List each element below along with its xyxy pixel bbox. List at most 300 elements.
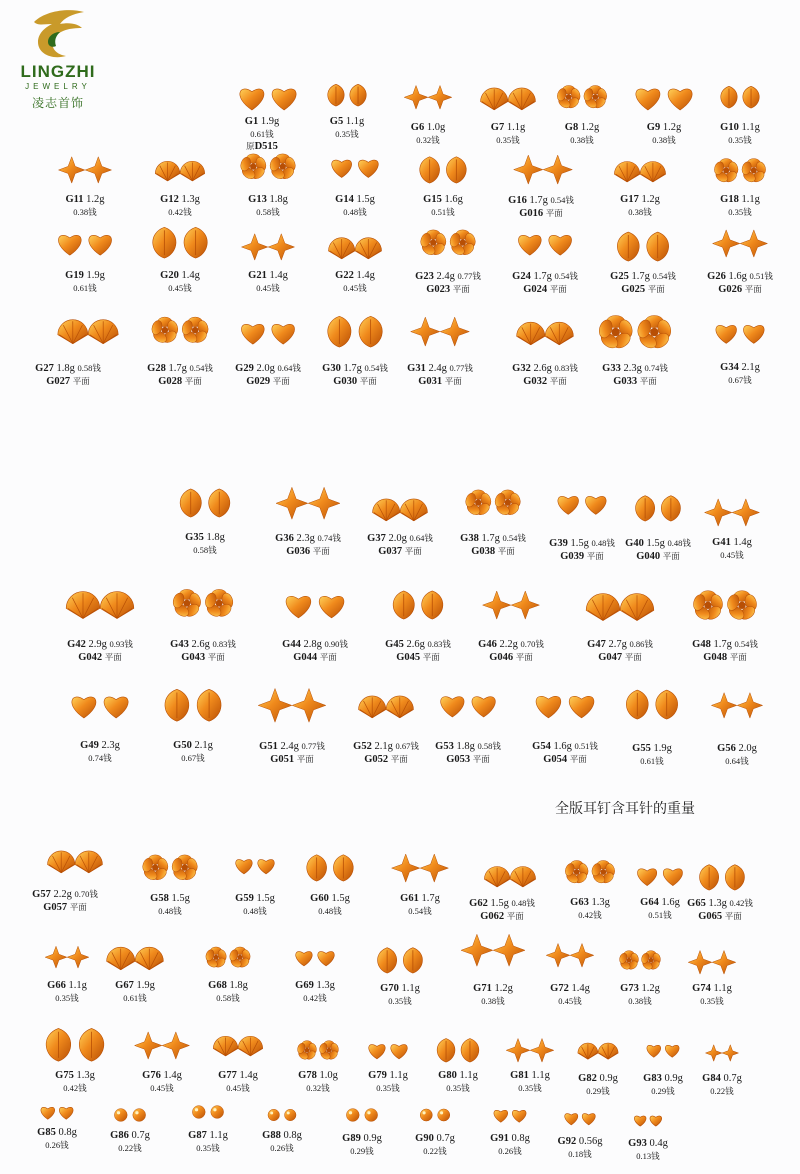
item-code: G88 [262,1130,281,1141]
earring-item [616,947,664,973]
item-code: G18 [720,194,739,205]
item-label [142,1070,182,1094]
earring-pair-icon [632,860,688,891]
earring-pair-icon [323,82,371,108]
alt-suffix: 平面 [390,754,408,764]
earring-item [709,690,765,721]
item-label [67,638,133,664]
item-weight: 2.8g [303,639,322,650]
item-label [262,1130,302,1154]
earring-item [458,931,528,970]
earring-item [432,1036,484,1065]
brand-name: LINGZHI [20,62,96,81]
item-label [587,638,653,664]
item-code: G21 [248,270,267,281]
item-weight: 1.8g [56,363,75,374]
earring-pair-icon [432,1036,484,1065]
item-code: G41 [712,537,731,548]
item-qian: 0.61钱 [640,756,664,766]
item-qian: 0.67钱 [181,753,205,763]
item-label [208,980,248,1004]
earring-item [264,1103,300,1127]
earring-pair-icon [63,583,137,624]
item-label [35,362,101,388]
earring-pair-icon [434,686,502,723]
earring-pair-icon [326,231,384,263]
item-weight: 1.1g [531,1070,550,1081]
alt-code: G053 [446,754,471,765]
item-weight: 1.2g [662,122,682,133]
item-label [295,980,335,1004]
item-label [218,1070,258,1094]
item-code: G16 [508,195,527,206]
item-weight: 2.6g [191,639,210,650]
alt-suffix: 平面 [549,376,567,386]
item-qian: 0.58钱 [77,363,101,373]
item-label [330,116,364,140]
item-code: G19 [65,270,84,281]
earring-pair-icon [478,81,538,114]
item-code: G38 [460,533,479,544]
earring-item [56,154,114,186]
earring-item [686,948,738,977]
item-weight: 1.1g [506,122,526,133]
item-weight: 1.7g [631,271,650,282]
item-code: G93 [628,1138,647,1149]
item-label [235,893,275,917]
alt-suffix: 平面 [207,652,225,662]
item-qian: 0.83钱 [212,639,236,649]
earring-pair-icon [688,585,762,626]
item-qian: 0.29钱 [651,1086,675,1096]
item-code: G82 [578,1073,597,1084]
item-qian: 0.54钱 [554,271,578,281]
earring-item [552,487,612,520]
earring-pair-icon [264,1103,300,1127]
earring-item [593,309,677,355]
item-weight: 1.5g [646,538,665,549]
earring-pair-icon [326,151,384,183]
item-label [692,638,758,664]
item-label [435,740,501,766]
item-weight: 1.6g [661,897,680,908]
earring-item [688,585,762,626]
item-weight: 1.9g [86,270,105,281]
item-qian: 0.48钱 [667,538,691,548]
item-label [110,1130,150,1154]
earring-item [632,860,688,891]
earring-item [291,944,339,970]
earring-pair-icon [147,312,213,348]
item-label [620,194,660,218]
earring-item [37,1100,77,1124]
alt-code: G024 [523,284,548,295]
earring-item [629,78,699,117]
item-code: G55 [632,743,651,754]
item-weight: 1.3g [76,1070,95,1081]
item-code: G72 [550,983,569,994]
item-qian: 0.35钱 [196,1143,220,1153]
item-code: G13 [248,194,267,205]
item-label [512,362,578,388]
earring-item [294,1037,342,1063]
brand-chinese-name: 凌志首饰 [31,96,84,110]
item-weight: 2.4g [280,741,299,752]
item-qian: 0.58钱 [193,545,217,555]
item-qian: 0.54钱 [502,533,526,543]
item-qian: 0.35钱 [376,1083,400,1093]
item-weight: 0.4g [649,1138,668,1149]
item-qian: 0.45钱 [558,996,582,1006]
item-label [720,122,760,146]
item-weight: 2.3g [101,740,120,751]
item-label [720,194,760,218]
item-code: G46 [478,639,497,650]
item-weight: 1.4g [269,270,288,281]
alt-suffix: 平面 [69,902,87,912]
alt-code: G045 [396,652,421,663]
earring-pair-icon [153,155,207,185]
item-label [380,983,420,1007]
alt-code: G032 [523,376,548,387]
phoenix-logo-icon [26,8,86,60]
earring-item [356,689,416,722]
earring-pair-icon [593,309,677,355]
item-qian: 0.38钱 [628,996,652,1006]
earring-item [55,312,121,348]
alt-suffix: 平面 [497,546,515,556]
item-qian: 0.42钱 [729,898,753,908]
item-label [707,270,773,296]
earring-pair-icon [686,948,738,977]
earring-pair-icon [231,852,279,878]
earring-pair-icon [490,1103,530,1127]
alt-suffix: 平面 [647,284,665,294]
item-qian: 0.64钱 [277,363,301,373]
item-label [150,893,190,917]
earring-item [414,154,472,186]
earring-pair-icon [702,496,762,529]
item-qian: 0.77钱 [449,363,473,373]
item-weight: 1.3g [591,897,610,908]
earring-pair-icon [174,486,236,520]
earring-item [416,1103,454,1127]
item-code: G35 [185,532,204,543]
item-label [570,897,610,921]
earring-item [716,84,764,110]
item-qian: 0.70钱 [520,639,544,649]
earring-pair-icon [710,316,770,349]
item-weight: 1.9g [260,116,280,127]
item-qian: 0.67钱 [395,741,419,751]
earring-pair-icon [235,314,301,350]
item-label [160,270,200,294]
earring-pair-icon [233,78,303,117]
item-qian: 0.58钱 [477,741,501,751]
earring-item [158,686,228,725]
item-weight: 0.9g [664,1073,683,1084]
earring-pair-icon [56,154,114,186]
earring-item [147,312,213,348]
item-weight: 1.9g [653,743,672,754]
earring-pair-icon [514,315,576,349]
item-code: G32 [512,363,531,374]
item-code: G8 [564,122,579,133]
item-code: G31 [407,363,426,374]
item-weight: 1.0g [426,122,446,133]
earring-pair-icon [55,312,121,348]
item-weight: 1.1g [459,1070,478,1081]
earring-pair-icon [561,856,619,888]
earring-item [110,1103,150,1127]
item-weight: 1.7g [168,363,187,374]
earring-item [146,224,214,261]
item-code: G28 [147,363,166,374]
item-qian: 0.13钱 [636,1151,660,1161]
item-code: G58 [150,893,169,904]
item-code: G53 [435,741,454,752]
item-qian: 0.26钱 [270,1143,294,1153]
earring-item [620,687,684,722]
item-qian: 0.77钱 [301,741,325,751]
earring-item [710,227,770,260]
item-label [469,897,535,923]
item-label [532,740,598,766]
earring-item [482,860,538,891]
item-weight: 2.9g [88,639,107,650]
item-code: G43 [170,639,189,650]
alt-code: G016 [519,208,544,219]
item-weight: 1.1g [741,194,760,205]
alt-suffix: 平面 [444,376,462,386]
earring-pair-icon [561,1106,599,1130]
item-code: G20 [160,270,179,281]
item-label [687,897,753,923]
item-code: G1 [244,116,259,127]
item-code: G76 [142,1070,161,1081]
item-label [510,1070,550,1094]
item-code: G37 [367,533,386,544]
item-label [282,638,348,664]
earring-item [342,1103,382,1127]
item-qian: 0.48钱 [511,898,535,908]
item-qian: 0.48钱 [343,207,367,217]
item-code: G34 [720,362,739,373]
item-weight: 0.9g [363,1133,382,1144]
item-weight: 1.2g [641,194,660,205]
item-weight: 1.4g [181,270,200,281]
item-weight: 1.6g [444,194,463,205]
item-qian: 0.38钱 [652,135,676,145]
item-qian: 0.74钱 [317,533,341,543]
earring-item [710,154,770,187]
item-code: G75 [55,1070,74,1081]
item-qian: 0.35钱 [496,135,520,145]
earring-item [188,1100,228,1124]
item-weight: 1.8g [269,194,288,205]
item-label [342,1133,382,1157]
item-label [632,743,672,767]
earring-pair-icon [370,492,430,525]
item-qian: 0.70钱 [74,889,98,899]
earring-pair-icon [552,487,612,520]
earring-item [694,862,750,893]
alt-code: G037 [378,546,403,557]
item-qian: 0.38钱 [481,996,505,1006]
item-code: G51 [259,741,278,752]
item-code: G52 [353,741,372,752]
earring-pair-icon [138,850,202,885]
earring-item [168,584,238,623]
earring-item [389,851,451,885]
item-code: G67 [115,980,134,991]
item-code: G45 [385,639,404,650]
item-code: G61 [400,893,419,904]
item-qian: 0.54钱 [408,906,432,916]
item-weight: 1.5g [356,194,375,205]
item-code: G78 [298,1070,317,1081]
item-label [565,122,599,146]
earring-pair-icon [553,81,611,113]
item-label [625,537,691,563]
item-label [473,983,513,1007]
item-weight: 2.0g [256,363,275,374]
item-qian: 0.45钱 [168,283,192,293]
item-code: G40 [625,538,644,549]
item-code: G69 [295,980,314,991]
alt-code: G043 [181,652,206,663]
item-code: G92 [557,1136,577,1147]
alt-suffix: 平面 [545,208,563,218]
item-weight: 1.6g [728,271,747,282]
item-label [37,1127,77,1151]
item-qian: 0.93钱 [109,639,133,649]
item-code: G36 [275,533,294,544]
earring-pair-icon [239,231,297,263]
earring-item [132,1029,192,1062]
alt-code: G042 [78,652,103,663]
item-label [578,1073,618,1097]
earring-item [480,588,542,622]
earring-item [153,155,207,185]
alt-code: G039 [560,551,585,562]
item-label [322,362,388,388]
item-label [411,122,445,146]
item-weight: 1.7g [421,893,440,904]
item-qian: 0.54钱 [364,363,388,373]
item-label [712,537,752,561]
item-qian: 0.22钱 [710,1086,734,1096]
earring-pair-icon [458,931,528,970]
alt-code: G054 [543,754,568,765]
item-code: G30 [322,363,341,374]
item-code: G57 [32,889,51,900]
alt-code: G026 [718,284,743,295]
earring-item [43,944,91,970]
item-qian: 0.35钱 [388,996,412,1006]
earring-pair-icon [408,314,472,349]
item-label [259,740,325,766]
earring-item [326,151,384,183]
alt-suffix: 平面 [744,284,762,294]
earring-pair-icon [414,154,472,186]
item-label [115,980,155,1004]
earring-pair-icon [211,1030,265,1060]
item-weight: 0.8g [283,1130,302,1141]
item-code: G25 [610,271,629,282]
item-label [702,1073,742,1097]
earring-pair-icon [52,225,118,261]
item-weight: 1.4g [239,1070,258,1081]
item-weight: 1.2g [494,983,513,994]
earring-pair-icon [630,493,686,524]
earring-item [408,314,472,349]
alt-suffix: 平面 [624,652,642,662]
item-weight: 1.4g [571,983,590,994]
item-weight: 1.4g [163,1070,182,1081]
item-qian: 0.83钱 [427,639,451,649]
item-label [367,532,433,558]
earring-item [326,231,384,263]
item-weight: 1.3g [708,898,727,909]
item-label [460,532,526,558]
item-label [438,1070,478,1094]
item-weight: 1.5g [570,538,589,549]
item-weight: 1.1g [389,1070,408,1081]
item-weight: 1.5g [256,893,275,904]
item-code: G80 [438,1070,457,1081]
item-weight: 1.7g [713,639,732,650]
item-label [147,362,213,388]
item-qian: 0.45钱 [150,1083,174,1093]
item-code: G11 [65,194,84,205]
earring-item [561,856,619,888]
brand-logo [8,8,108,112]
alt-code: G033 [613,376,638,387]
item-qian: 0.54钱 [189,363,213,373]
alt-code: G044 [293,652,318,663]
earring-item [235,314,301,350]
alt-code: G036 [286,546,311,557]
item-label [235,362,301,388]
item-qian: 0.58钱 [216,993,240,1003]
item-weight: 1.1g [401,983,420,994]
item-weight: 1.2g [641,983,660,994]
item-code: G7 [490,122,505,133]
item-qian: 0.54钱 [652,271,676,281]
item-label [628,1138,668,1162]
item-qian: 0.29钱 [586,1086,610,1096]
item-weight: 1.5g [490,898,509,909]
earring-pair-icon [416,1103,454,1127]
earring-pair-icon [616,947,664,973]
item-label [550,983,590,1007]
item-code: G44 [282,639,301,650]
alt-suffix: 平面 [724,911,742,921]
item-weight: 2.3g [296,533,315,544]
earring-item [643,1038,683,1062]
item-qian: 0.42钱 [303,993,327,1003]
item-qian: 0.45钱 [226,1083,250,1093]
item-weight: 2.1g [741,362,760,373]
earring-item [231,852,279,878]
item-label [55,1070,95,1094]
earring-item [402,83,454,112]
alt-suffix: 平面 [472,754,490,764]
item-label [298,1070,338,1094]
alt-suffix: 平面 [515,652,533,662]
earring-item [233,78,303,117]
